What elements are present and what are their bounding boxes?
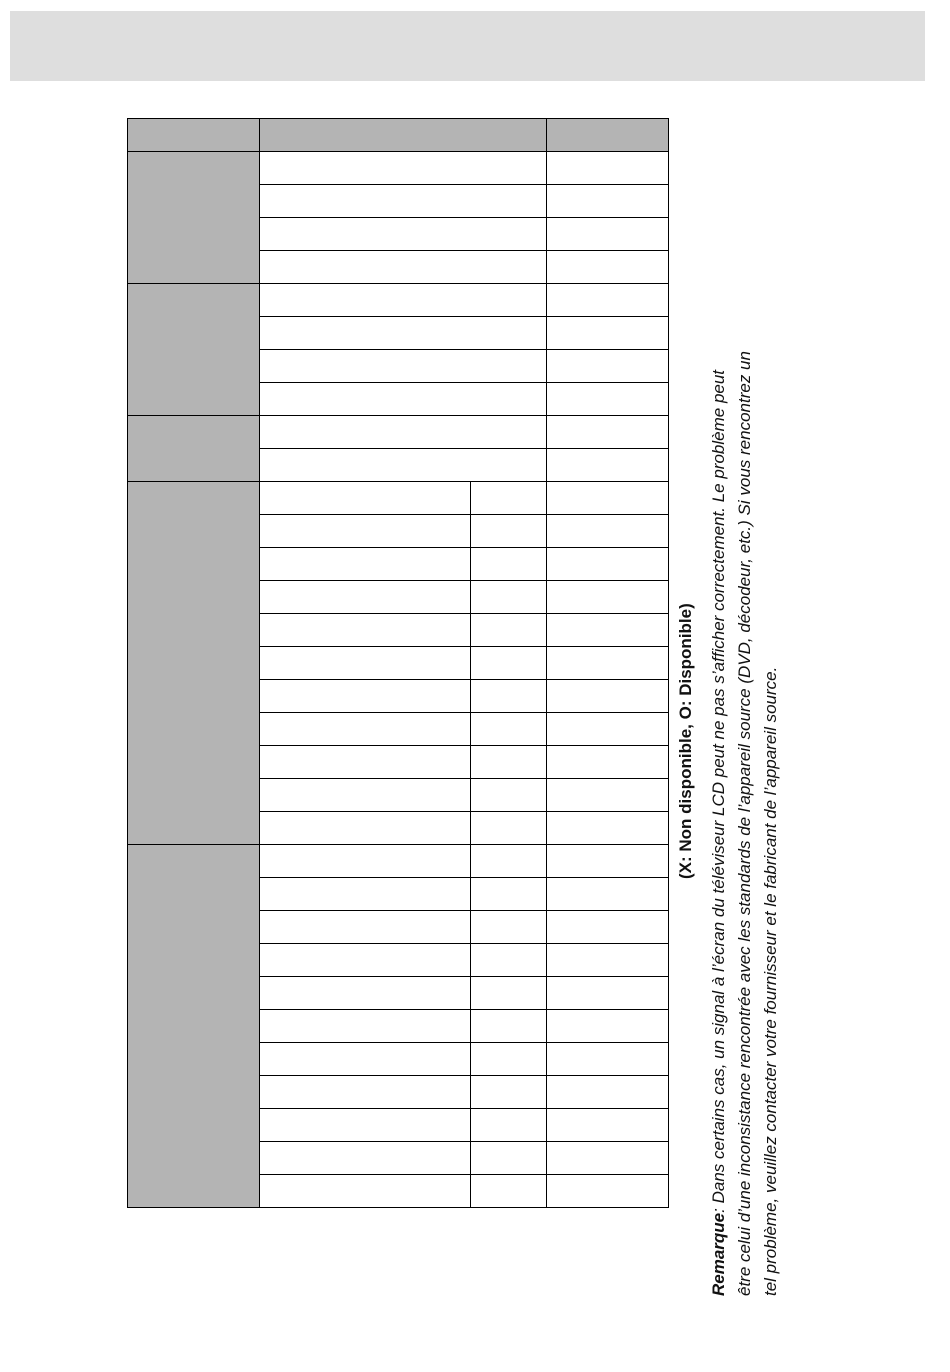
table-cell (547, 1175, 669, 1208)
table-cell (260, 713, 471, 746)
table-cell (547, 845, 669, 878)
table-row (128, 416, 669, 449)
table-cell (547, 911, 669, 944)
table-cell (547, 416, 669, 449)
table-cell (260, 944, 471, 977)
table-cell (547, 581, 669, 614)
table-cell (260, 383, 547, 416)
remark-line-3: tel problème, veuillez contacter votre fournisseur et le fabricant de l’appareil source. (761, 666, 780, 1296)
header-cell (128, 119, 260, 152)
table-cell (547, 383, 669, 416)
table-row (128, 284, 669, 317)
table-cell (260, 911, 471, 944)
table-cell (260, 251, 547, 284)
table-cell (471, 746, 547, 779)
table-cell (471, 1109, 547, 1142)
table-cell (260, 185, 547, 218)
table-cell (547, 152, 669, 185)
table-cell (471, 911, 547, 944)
table-cell (547, 185, 669, 218)
table-cell (547, 1043, 669, 1076)
group-label-cell (128, 152, 260, 284)
header-cell (260, 119, 547, 152)
table-body (128, 152, 669, 1208)
table-cell (260, 680, 471, 713)
table-cell (260, 581, 471, 614)
group-label-cell (128, 845, 260, 1208)
table-cell (260, 977, 471, 1010)
table-cell (260, 1109, 471, 1142)
table-cell (471, 581, 547, 614)
header-cell (547, 119, 669, 152)
table-cell (471, 1175, 547, 1208)
remark-line-1 (709, 370, 729, 1296)
remark-line-2: être celui d’une inconsistance rencontrée avec les standards de l’appareil source (DVD, décodeur, etc.) Si vous rencontrez un (735, 351, 754, 1296)
table-cell (471, 1076, 547, 1109)
table-cell (260, 482, 471, 515)
group-label-cell (128, 482, 260, 845)
table-cell (260, 614, 471, 647)
table-cell (260, 1043, 471, 1076)
table-cell (471, 1043, 547, 1076)
table-cell (547, 812, 669, 845)
table-cell (547, 284, 669, 317)
table-cell (547, 1076, 669, 1109)
table-cell (471, 779, 547, 812)
table-cell (547, 878, 669, 911)
table-cell (547, 1010, 669, 1043)
table-cell (260, 152, 547, 185)
table-cell (471, 482, 547, 515)
table-cell (260, 1175, 471, 1208)
table-cell (260, 1142, 471, 1175)
availability-legend: (X: Non disponible, O: Disponible) (676, 603, 695, 879)
remark-label: Remarque (709, 1212, 728, 1296)
table-cell (547, 350, 669, 383)
table-cell (471, 1142, 547, 1175)
table-cell (547, 317, 669, 350)
table-cell (260, 218, 547, 251)
table-cell (547, 548, 669, 581)
table-cell (260, 878, 471, 911)
table-cell (471, 680, 547, 713)
group-label-cell (128, 284, 260, 416)
table-cell (547, 515, 669, 548)
table-cell (471, 647, 547, 680)
table-cell (471, 515, 547, 548)
table-row (128, 152, 669, 185)
table-cell (260, 350, 547, 383)
table-cell (547, 977, 669, 1010)
table-row (128, 482, 669, 515)
table-cell (547, 614, 669, 647)
table-cell (260, 1076, 471, 1109)
table-cell (260, 317, 547, 350)
table-cell (471, 812, 547, 845)
table-cell (260, 449, 547, 482)
table-cell (547, 713, 669, 746)
table-cell (547, 1142, 669, 1175)
table-cell (547, 779, 669, 812)
group-label-cell (128, 416, 260, 482)
table-cell (260, 647, 471, 680)
table-cell (260, 779, 471, 812)
signal-compatibility-table (127, 118, 669, 1208)
table-cell (547, 746, 669, 779)
header-band (10, 11, 925, 81)
table-cell (471, 845, 547, 878)
table-cell (260, 812, 471, 845)
table-cell (471, 977, 547, 1010)
table-cell (471, 944, 547, 977)
table-cell (471, 713, 547, 746)
table-cell (260, 548, 471, 581)
table-cell (547, 449, 669, 482)
table-cell (260, 515, 471, 548)
table-cell (260, 746, 471, 779)
table-cell (471, 614, 547, 647)
table-cell (471, 878, 547, 911)
remark-text-1: : Dans certains cas, un signal à l’écran du téléviseur LCD peut ne pas s’afficher correctement. Le problème peut (709, 369, 728, 1213)
table-cell (547, 944, 669, 977)
table-cell (260, 284, 547, 317)
table-cell (547, 1109, 669, 1142)
table-row (128, 845, 669, 878)
table-cell (547, 218, 669, 251)
table-cell (547, 647, 669, 680)
table-cell (260, 416, 547, 449)
table-cell (471, 548, 547, 581)
table-header-row (128, 119, 669, 152)
table-cell (547, 680, 669, 713)
table-cell (260, 845, 471, 878)
table-cell (547, 251, 669, 284)
table-cell (260, 1010, 471, 1043)
table-cell (471, 1010, 547, 1043)
table-cell (547, 482, 669, 515)
